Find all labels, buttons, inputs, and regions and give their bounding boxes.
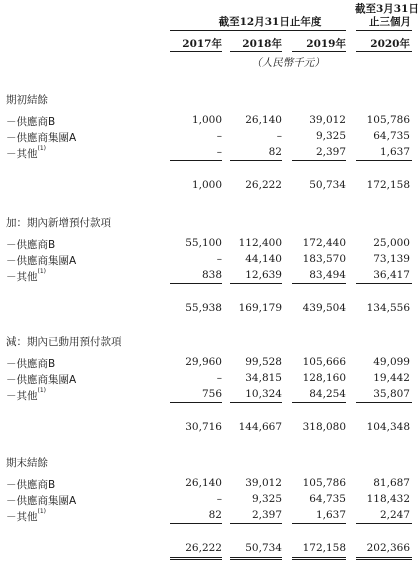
total-cell: 439,504 bbox=[302, 302, 346, 314]
table-cell: 12,639 bbox=[245, 269, 282, 281]
row-label-text: －其他 bbox=[6, 148, 38, 160]
table-cell: 64,735 bbox=[373, 130, 410, 142]
table-cell: 83,494 bbox=[309, 269, 346, 281]
table-cell: 39,012 bbox=[309, 114, 346, 126]
year-rule-2017 bbox=[170, 51, 222, 52]
subtotal-rule bbox=[170, 283, 222, 284]
subtotal-rule bbox=[170, 402, 222, 403]
total-cell: 318,080 bbox=[302, 421, 346, 433]
section-title: 減：期內已動用預付款項 bbox=[6, 336, 122, 348]
table-cell: 82 bbox=[268, 146, 282, 158]
total-cell: 26,222 bbox=[245, 179, 282, 191]
table-cell: 183,570 bbox=[302, 253, 346, 265]
table-cell: 49,099 bbox=[373, 356, 410, 368]
row-label-text: －供應商集團A bbox=[6, 495, 77, 507]
table-cell: 9,325 bbox=[315, 130, 346, 142]
table-cell: 55,100 bbox=[185, 237, 222, 249]
subtotal-rule bbox=[356, 283, 412, 284]
total-cell: 104,348 bbox=[366, 421, 410, 433]
table-cell: 10,324 bbox=[245, 388, 282, 400]
row-label bbox=[6, 356, 55, 371]
final-rule bbox=[170, 559, 222, 560]
total-cell: 50,734 bbox=[245, 542, 282, 554]
table-cell: – bbox=[216, 130, 222, 142]
table-cell: 118,432 bbox=[366, 493, 410, 505]
total-cell: 169,179 bbox=[238, 302, 282, 314]
table-cell: 105,786 bbox=[302, 477, 346, 489]
table-cell: 35,807 bbox=[373, 388, 410, 400]
table-cell: 26,140 bbox=[185, 477, 222, 489]
total-cell: 202,366 bbox=[366, 542, 410, 554]
subtotal-rule bbox=[230, 283, 282, 284]
header-fiscal-year-group: 截至12月31日止年度 bbox=[218, 16, 322, 28]
table-cell: 2,397 bbox=[315, 146, 346, 158]
header-rule-q bbox=[356, 30, 412, 31]
total-cell: 144,667 bbox=[238, 421, 282, 433]
header-rule-fy bbox=[170, 30, 346, 31]
final-rule bbox=[292, 559, 346, 560]
row-label-text: －其他 bbox=[6, 271, 38, 283]
row-label bbox=[6, 509, 46, 524]
final-rule bbox=[292, 557, 346, 558]
section-title: 期初結餘 bbox=[6, 94, 48, 106]
footnote-marker: (1) bbox=[37, 268, 46, 275]
row-label bbox=[6, 237, 55, 252]
year-2019: 2019年 bbox=[306, 38, 346, 50]
row-label-text: －供應商B bbox=[6, 479, 56, 491]
footnote-marker: (1) bbox=[37, 508, 46, 515]
total-cell: 55,938 bbox=[185, 302, 222, 314]
total-cell: 172,158 bbox=[366, 179, 410, 191]
row-label-text: －供應商B bbox=[6, 116, 56, 128]
table-cell: 81,687 bbox=[373, 477, 410, 489]
table-cell: 128,160 bbox=[302, 372, 346, 384]
row-label bbox=[6, 269, 46, 284]
table-cell: 84,254 bbox=[309, 388, 346, 400]
row-label bbox=[6, 372, 76, 387]
table-cell: 9,325 bbox=[251, 493, 282, 505]
table-cell: 29,960 bbox=[185, 356, 222, 368]
table-cell: 172,440 bbox=[302, 237, 346, 249]
subtotal-rule bbox=[292, 523, 346, 524]
table-cell: 26,140 bbox=[245, 114, 282, 126]
final-rule bbox=[230, 559, 282, 560]
table-cell: 82 bbox=[208, 509, 222, 521]
header-quarter-line2: 止三個月 bbox=[369, 16, 411, 28]
footnote-marker: (1) bbox=[37, 145, 46, 152]
section-title: 加：期內新增預付款項 bbox=[6, 217, 111, 229]
subtotal-rule bbox=[170, 523, 222, 524]
subtotal-rule bbox=[356, 160, 412, 161]
row-label bbox=[6, 388, 46, 403]
table-cell: – bbox=[216, 372, 222, 384]
row-label-text: －供應商集團A bbox=[6, 255, 77, 267]
final-rule bbox=[230, 557, 282, 558]
table-cell: 44,140 bbox=[245, 253, 282, 265]
table-cell: – bbox=[216, 146, 222, 158]
total-cell: 26,222 bbox=[185, 542, 222, 554]
year-2018: 2018年 bbox=[242, 38, 282, 50]
header-quarter-line1: 截至3月31日 bbox=[355, 3, 419, 15]
table-cell: 19,442 bbox=[373, 372, 410, 384]
year-rule-2020 bbox=[356, 51, 412, 52]
subtotal-rule bbox=[230, 402, 282, 403]
subtotal-rule bbox=[356, 523, 412, 524]
total-cell: 172,158 bbox=[302, 542, 346, 554]
table-cell: – bbox=[216, 253, 222, 265]
row-label bbox=[6, 114, 55, 129]
row-label bbox=[6, 253, 76, 268]
row-label-text: －其他 bbox=[6, 390, 38, 402]
table-cell: 1,637 bbox=[315, 509, 346, 521]
table-cell: 34,815 bbox=[245, 372, 282, 384]
total-cell: 50,734 bbox=[309, 179, 346, 191]
table-cell: 25,000 bbox=[373, 237, 410, 249]
table-cell: 64,735 bbox=[309, 493, 346, 505]
subtotal-rule bbox=[170, 160, 222, 161]
row-label-text: －供應商B bbox=[6, 358, 56, 370]
subtotal-rule bbox=[292, 402, 346, 403]
total-cell: 1,000 bbox=[191, 179, 222, 191]
table-cell: – bbox=[276, 130, 282, 142]
table-cell: 112,400 bbox=[238, 237, 282, 249]
footnote-marker: (1) bbox=[37, 387, 46, 394]
table-cell: 105,666 bbox=[302, 356, 346, 368]
subtotal-rule bbox=[292, 283, 346, 284]
year-rule-2019 bbox=[292, 51, 346, 52]
final-rule bbox=[356, 559, 412, 560]
subtotal-rule bbox=[230, 160, 282, 161]
subtotal-rule bbox=[230, 523, 282, 524]
table-cell: 73,139 bbox=[373, 253, 410, 265]
table-cell: 2,397 bbox=[251, 509, 282, 521]
table-cell: 838 bbox=[201, 269, 222, 281]
subtotal-rule bbox=[356, 402, 412, 403]
table-cell: 39,012 bbox=[245, 477, 282, 489]
table-cell: 2,247 bbox=[379, 509, 410, 521]
row-label bbox=[6, 146, 46, 161]
final-rule bbox=[170, 557, 222, 558]
subtotal-rule bbox=[292, 160, 346, 161]
final-rule bbox=[356, 557, 412, 558]
row-label bbox=[6, 477, 55, 492]
table-cell: 99,528 bbox=[245, 356, 282, 368]
table-cell: 756 bbox=[201, 388, 222, 400]
row-label bbox=[6, 493, 76, 508]
total-cell: 30,716 bbox=[185, 421, 222, 433]
table-cell: 1,637 bbox=[379, 146, 410, 158]
row-label-text: －供應商B bbox=[6, 239, 56, 251]
table-cell: – bbox=[216, 493, 222, 505]
unit-label: （人民幣千元） bbox=[251, 57, 325, 69]
row-label-text: －供應商集團A bbox=[6, 132, 77, 144]
row-label-text: －其他 bbox=[6, 511, 38, 523]
year-2017: 2017年 bbox=[182, 38, 222, 50]
table-cell: 1,000 bbox=[191, 114, 222, 126]
section-title: 期末結餘 bbox=[6, 457, 48, 469]
year-2020: 2020年 bbox=[370, 38, 410, 50]
table-cell: 36,417 bbox=[373, 269, 410, 281]
row-label-text: －供應商集團A bbox=[6, 374, 77, 386]
total-cell: 134,556 bbox=[366, 302, 410, 314]
row-label bbox=[6, 130, 76, 145]
year-rule-2018 bbox=[230, 51, 282, 52]
table-cell: 105,786 bbox=[366, 114, 410, 126]
